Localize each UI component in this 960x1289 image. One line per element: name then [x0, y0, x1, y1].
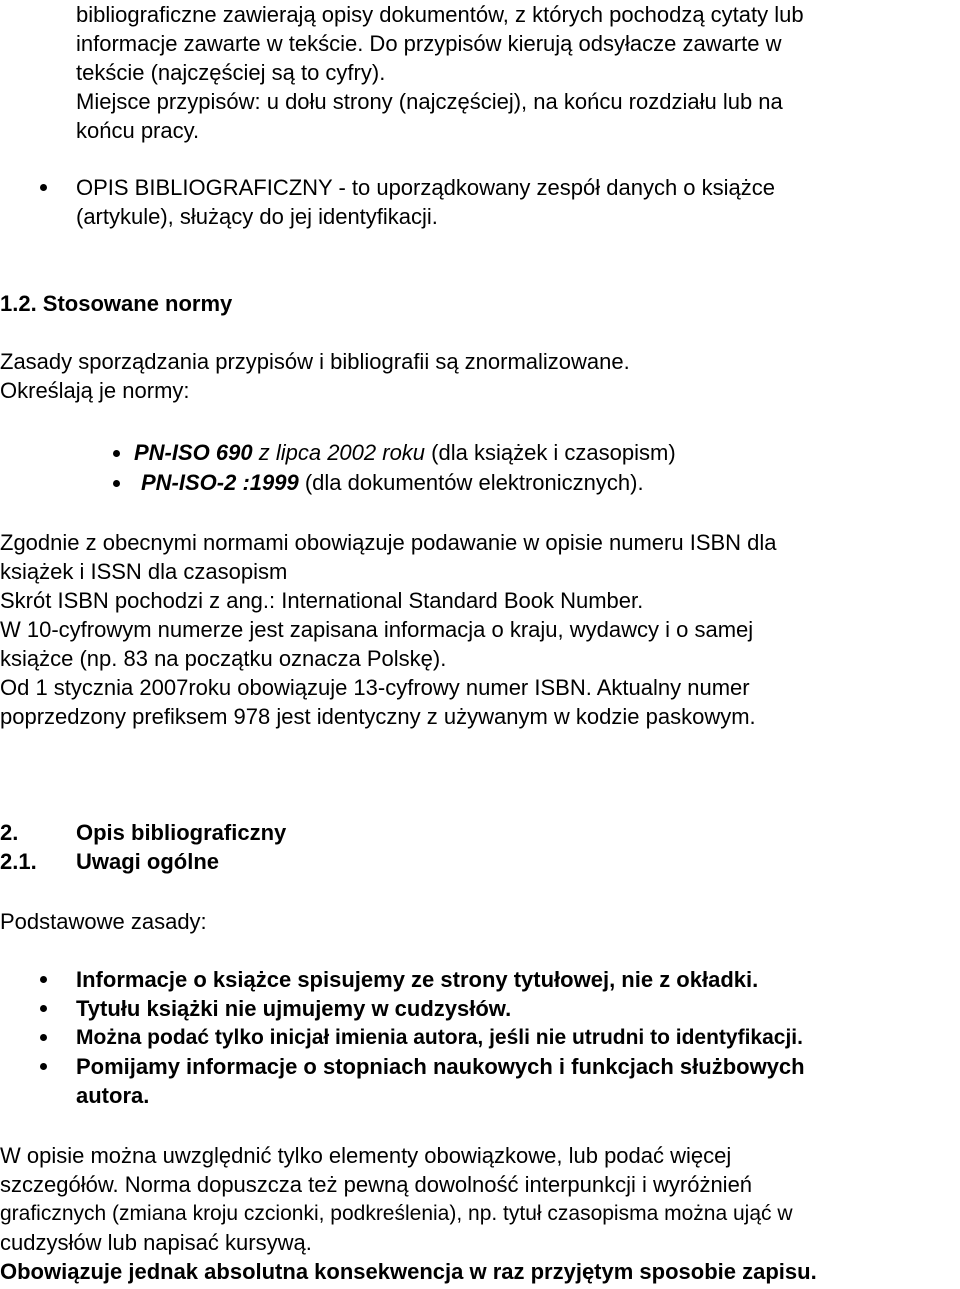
paragraph-line: Określają je normy:: [0, 378, 190, 403]
section-heading: 1.2. Stosowane normy: [0, 291, 233, 316]
intro-line: bibliograficzne zawierają opisy dokumentów, z których pochodzą cytaty lub: [76, 2, 804, 27]
rule-item: autora.: [76, 1083, 150, 1108]
bullet-icon: [113, 480, 120, 487]
bullet-icon: [40, 184, 47, 191]
closing-line: W opisie można uwzględnić tylko elementy obowiązkowe, lub podać więcej: [0, 1143, 732, 1168]
isbn-line: poprzedzony prefiksem 978 jest identyczny z używanym w kodzie paskowym.: [0, 704, 756, 729]
definition-term: OPIS BIBLIOGRAFICZNY: [76, 175, 333, 200]
definition-line: (artykule), służący do jej identyfikacji.: [76, 204, 438, 229]
isbn-line: Skrót ISBN pochodzi z ang.: International Standard Book Number.: [0, 588, 644, 613]
closing-line: cudzysłów lub napisać kursywą.: [0, 1230, 312, 1255]
isbn-line: książce (np. 83 na początku oznacza Polskę).: [0, 646, 447, 671]
paragraph-line: Podstawowe zasady:: [0, 909, 207, 934]
intro-line: końcu pracy.: [76, 118, 200, 143]
bullet-icon: [40, 976, 47, 983]
isbn-line: Od 1 stycznia 2007roku obowiązuje 13-cyfrowy numer ISBN. Aktualny numer: [0, 675, 750, 700]
bullet-icon: [40, 1063, 47, 1070]
closing-line: szczegółów. Norma dopuszcza też pewną dowolność interpunkcji i wyróżnień: [0, 1172, 753, 1197]
isbn-line: książek i ISSN dla czasopism: [0, 559, 288, 584]
final-statement: Obowiązuje jednak absolutna konsekwencja w raz przyjętym sposobie zapisu.: [0, 1259, 817, 1284]
subsection-heading: Uwagi ogólne: [76, 849, 219, 874]
subsection-number: 2.1.: [0, 849, 37, 874]
norm-code: PN-ISO 690: [134, 440, 253, 465]
bullet-icon: [40, 1005, 47, 1012]
definition-line: [76, 173, 775, 202]
rule-item: Tytułu książki nie ujmujemy w cudzysłów.: [76, 996, 512, 1021]
rule-item: Można podać tylko inicjał imienia autora, jeśli nie utrudni to identyfikacji.: [76, 1026, 803, 1049]
intro-line: Miejsce przypisów: u dołu strony (najczęściej), na końcu rozdziału lub na: [76, 89, 783, 114]
definition-text: - to uporządkowany zespół danych o książce: [332, 175, 776, 200]
section-heading: Opis bibliograficzny: [76, 820, 287, 845]
norm-item: [134, 438, 676, 467]
norm-code: PN-ISO-2 :1999: [141, 470, 299, 495]
intro-line: tekście (najczęściej są to cyfry).: [76, 60, 386, 85]
norm-item: [141, 468, 644, 497]
intro-line: informacje zawarte w tekście. Do przypisów kierują odsyłacze zawarte w: [76, 31, 782, 56]
section-number: 2.: [0, 820, 19, 845]
rule-item: Informacje o książce spisujemy ze strony tytułowej, nie z okładki.: [76, 967, 759, 992]
isbn-line: W 10-cyfrowym numerze jest zapisana informacja o kraju, wydawcy i o samej: [0, 617, 754, 642]
closing-line: graficznych (zmiana kroju czcionki, podkreślenia), np. tytuł czasopisma można ująć w: [0, 1202, 793, 1225]
bullet-icon: [113, 450, 120, 457]
norm-desc: (dla dokumentów elektronicznych).: [298, 470, 644, 495]
isbn-line: Zgodnie z obecnymi normami obowiązuje podawanie w opisie numeru ISBN dla: [0, 530, 777, 555]
bullet-icon: [40, 1034, 47, 1041]
rule-item: Pomijamy informacje o stopniach naukowych i funkcjach służbowych: [76, 1054, 805, 1079]
paragraph-line: Zasady sporządzania przypisów i bibliografii są znormalizowane.: [0, 349, 630, 374]
norm-date: z lipca 2002 roku: [252, 440, 426, 465]
norm-desc: (dla książek i czasopism): [425, 440, 676, 465]
